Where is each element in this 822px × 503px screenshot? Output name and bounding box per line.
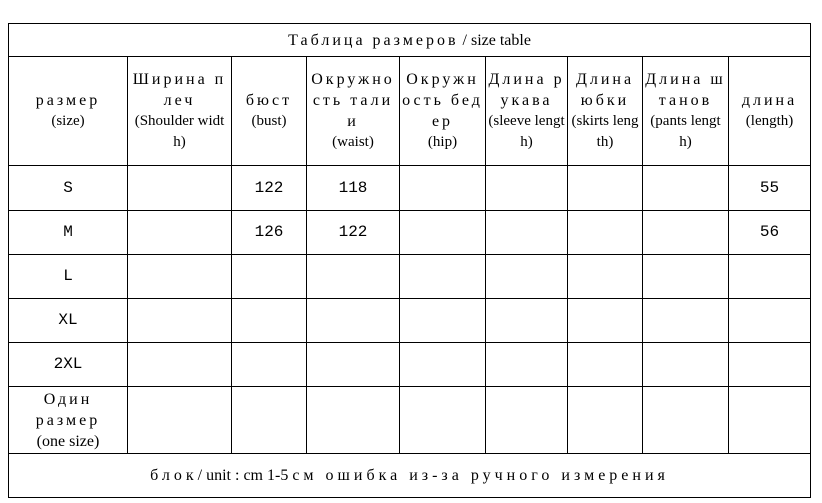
- table-row: [9, 387, 811, 454]
- cell-shoulder: [128, 211, 232, 255]
- cell-pants: [643, 255, 729, 299]
- cell-pants: [643, 343, 729, 387]
- title-en: / size table: [462, 31, 531, 49]
- cell-sleeve: [486, 343, 568, 387]
- cell-bust: [232, 255, 307, 299]
- size-one-ru: Один размер: [35, 390, 101, 429]
- header-length: длина (length): [729, 57, 811, 166]
- header-bust: бюст (bust): [232, 57, 307, 166]
- header-size: размер (size): [9, 57, 128, 166]
- cell-size: L: [9, 255, 128, 299]
- footer-note: [9, 454, 811, 498]
- cell-skirt: [568, 343, 643, 387]
- cell-hip: [400, 343, 486, 387]
- cell-skirt: [568, 387, 643, 454]
- cell-length: [729, 255, 811, 299]
- title-ru: Таблица размеров: [288, 31, 459, 49]
- size-table: [8, 23, 811, 498]
- header-skirt-length: Длина юбки (skirts length): [568, 57, 643, 166]
- cell-hip: [400, 299, 486, 343]
- cell-pants: [643, 299, 729, 343]
- cell-hip: [400, 255, 486, 299]
- size-one-en: (one size): [36, 432, 100, 450]
- cell-bust: 122: [232, 166, 307, 211]
- table-title: [9, 24, 811, 57]
- cell-waist: [307, 255, 400, 299]
- cell-bust: [232, 299, 307, 343]
- footer-part2: unit : cm 1-5: [206, 467, 293, 484]
- cell-length: 56: [729, 211, 811, 255]
- cell-bust: [232, 343, 307, 387]
- header-row: [9, 57, 811, 166]
- table-row: [9, 343, 811, 387]
- cell-hip: [400, 211, 486, 255]
- cell-waist: [307, 387, 400, 454]
- cell-size: XL: [9, 299, 128, 343]
- cell-skirt: [568, 166, 643, 211]
- cell-pants: [643, 166, 729, 211]
- footer-part1: блок/: [150, 467, 207, 484]
- cell-shoulder: [128, 255, 232, 299]
- cell-shoulder: [128, 166, 232, 211]
- cell-size: [9, 387, 128, 454]
- footer-part3: см ошибка из-за ручного измерения: [292, 467, 669, 484]
- table-row: [9, 211, 811, 255]
- header-pants-length: Длина штанов (pants length): [643, 57, 729, 166]
- cell-bust: 126: [232, 211, 307, 255]
- cell-shoulder: [128, 387, 232, 454]
- header-shoulder-width: Ширина плеч (Shoulder width): [128, 57, 232, 166]
- cell-size: M: [9, 211, 128, 255]
- cell-sleeve: [486, 166, 568, 211]
- cell-shoulder: [128, 299, 232, 343]
- cell-sleeve: [486, 387, 568, 454]
- cell-size: S: [9, 166, 128, 211]
- header-hip: Окружность бедер (hip): [400, 57, 486, 166]
- cell-length: [729, 343, 811, 387]
- cell-sleeve: [486, 211, 568, 255]
- title-row: [9, 24, 811, 57]
- cell-bust: [232, 387, 307, 454]
- cell-length: [729, 387, 811, 454]
- cell-hip: [400, 387, 486, 454]
- cell-length: 55: [729, 166, 811, 211]
- cell-waist: [307, 299, 400, 343]
- table-row: [9, 255, 811, 299]
- cell-pants: [643, 211, 729, 255]
- cell-sleeve: [486, 299, 568, 343]
- cell-shoulder: [128, 343, 232, 387]
- cell-waist: [307, 343, 400, 387]
- table-row: [9, 299, 811, 343]
- cell-skirt: [568, 299, 643, 343]
- table-row: [9, 166, 811, 211]
- footer-row: [9, 454, 811, 498]
- cell-skirt: [568, 255, 643, 299]
- cell-hip: [400, 166, 486, 211]
- cell-pants: [643, 387, 729, 454]
- header-sleeve-length: Длина рукава (sleeve length): [486, 57, 568, 166]
- cell-length: [729, 299, 811, 343]
- cell-sleeve: [486, 255, 568, 299]
- cell-waist: 118: [307, 166, 400, 211]
- cell-size: 2XL: [9, 343, 128, 387]
- cell-waist: 122: [307, 211, 400, 255]
- header-waist: Окружность талии (waist): [307, 57, 400, 166]
- cell-skirt: [568, 211, 643, 255]
